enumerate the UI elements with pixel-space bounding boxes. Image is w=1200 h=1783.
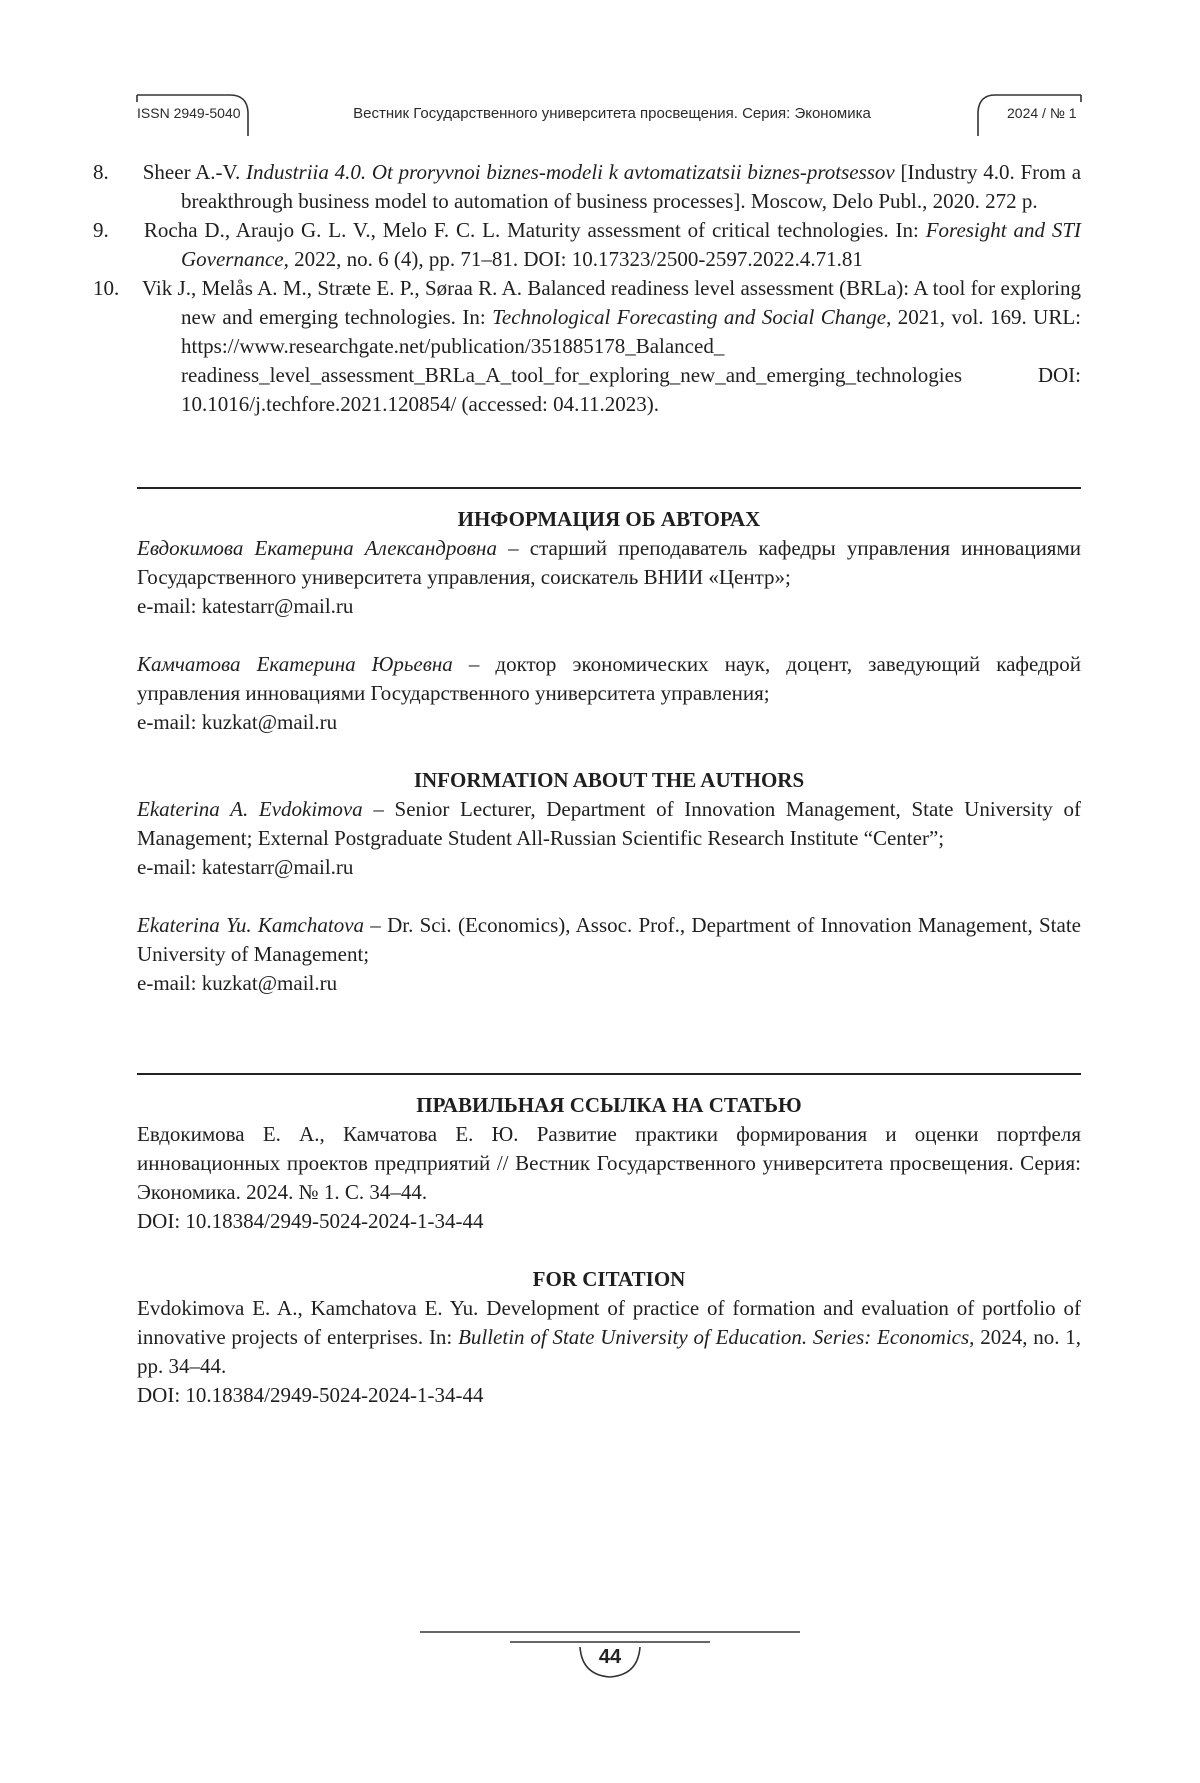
reference-item: 8. Sheer A.-V. Industriia 4.0. Ot proryvnoi biznes-modeli k avtomatizatsii biznes-protsessov [Industry 4.0. From a breakthrough business model to automation of business processes]. Moscow, Delo Publ., 2020. 272 p. [93,160,1082,213]
references-list [93,158,1082,419]
page-number: 44 [598,1646,622,1668]
author-ru-1: Евдокимова Екатерина Александровна – старший преподаватель кафедры управления инновациями Государственного университета управления, соискатель ВНИИ «Центр»; [137,536,1081,589]
citation-ru-text: Евдокимова Е. А., Камчатова Е. Ю. Развитие практики формирования и оценки портфеля инновационных проектов предприятий // Вестник Государственного университета просвещения. Серия: Экономика. 2024. № 1. С. 34–44. [137,1122,1081,1204]
issn-label: ISSN 2949-5040 [137,105,241,121]
reference-item: 9. Rocha D., Araujo G. L. V., Melo F. C. L. Maturity assessment of critical technologies. In: Foresight and STI Governance, 2022, no. 6 (4), pp. 71–81. DOI: 10.17323/2500-2597.2022.4.71.81 [93,218,1082,271]
authors-section [137,505,1081,998]
author-ru-1-email: e-mail: katestarr@mail.ru [137,594,354,618]
citation-en-doi: DOI: 10.18384/2949-5024-2024-1-34-44 [137,1383,484,1407]
reference-item: 10. Vik J., Melås A. M., Stræte E. P., Søraa R. A. Balanced readiness level assessment (BRLa): A tool for exploring new and emerging technologies. In: Technological Forecasting and Social Change, 2021, vol. 169. URL: https://www.researchgate.net/publication/351885178_Balanced_ readiness_level_assessment_BRLa_A_tool_for_exploring_new_and_emerging_technologies DOI: 10.1016/j.techfore.2021.120854/ (accessed: 04.11.2023). [93,276,1082,416]
citation-section [137,1091,1081,1410]
section-divider [137,1073,1081,1075]
author-en-2-email: e-mail: kuzkat@mail.ru [137,971,338,995]
authors-en-heading: INFORMATION ABOUT THE AUTHORS [413,768,805,792]
section-divider [137,487,1081,489]
citation-en-text: Evdokimova E. A., Kamchatova E. Yu. Development of practice of formation and evaluation of portfolio of innovative projects of enterprises. In: Bulletin of State University of Education. Series: Economics, 2024, no. 1, pp. 34–44. [137,1296,1082,1378]
journal-title: Вестник Государственного университета просвещения. Серия: Экономика [353,105,871,122]
author-en-1: Ekaterina A. Evdokimova – Senior Lecturer, Department of Innovation Management, State University of Management; External Postgraduate Student All-Russian Scientific Research Institute “Center”; [137,797,1081,850]
author-ru-2-email: e-mail: kuzkat@mail.ru [137,710,338,734]
authors-ru-heading: ИНФОРМАЦИЯ ОБ АВТОРАХ [457,507,761,531]
header-frame [0,0,1200,150]
citation-en-heading: FOR CITATION [532,1267,686,1291]
author-ru-2: Камчатова Екатерина Юрьевна – доктор экономических наук, доцент, заведующий кафедрой управления инновациями Государственного университета управления; [137,652,1081,705]
issue-label: 2024 / № 1 [1007,105,1077,121]
citation-ru-heading: ПРАВИЛЬНАЯ ССЫЛКА НА СТАТЬЮ [416,1093,802,1117]
author-en-1-email: e-mail: katestarr@mail.ru [137,855,354,879]
citation-ru-doi: DOI: 10.18384/2949-5024-2024-1-34-44 [137,1209,484,1233]
author-en-2: Ekaterina Yu. Kamchatova – Dr. Sci. (Economics), Assoc. Prof., Department of Innovation Management, State University of Management; [137,913,1081,966]
